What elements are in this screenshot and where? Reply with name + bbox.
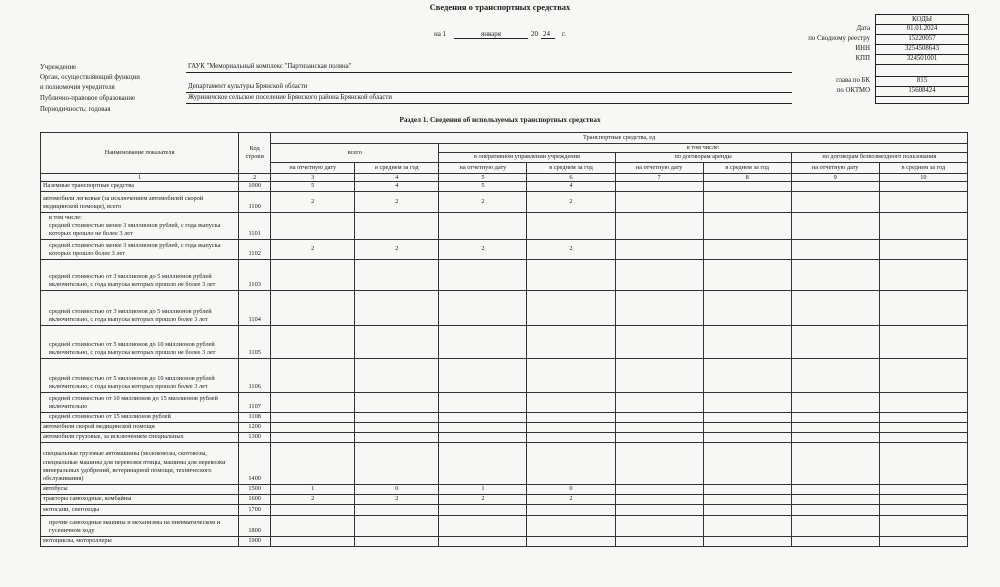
table-row bbox=[41, 212, 968, 239]
row-value bbox=[879, 392, 967, 412]
row-value bbox=[791, 191, 879, 212]
row-value bbox=[271, 412, 355, 422]
code-label-registry: по Сводному реестру bbox=[808, 35, 870, 42]
table-row bbox=[41, 432, 968, 442]
period-month: января bbox=[480, 30, 501, 38]
col-number: 3 bbox=[271, 173, 355, 181]
row-value: 2 bbox=[527, 494, 615, 504]
codes-header-box bbox=[875, 14, 969, 24]
row-value bbox=[271, 432, 355, 442]
row-value: 2 bbox=[439, 191, 527, 212]
header-at-date: на отчетную дату bbox=[271, 162, 355, 173]
row-value bbox=[703, 191, 791, 212]
row-code: 1105 bbox=[239, 325, 271, 358]
period-prefix: на 1 bbox=[434, 30, 447, 38]
row-code: 1104 bbox=[239, 290, 271, 325]
section-title: Раздел 1. Сведения об используемых транспортных средствах bbox=[399, 116, 601, 124]
period-year-prefix: 20 bbox=[531, 30, 538, 38]
row-value: 2 bbox=[271, 239, 355, 259]
row-value bbox=[615, 432, 703, 442]
row-value bbox=[879, 181, 967, 191]
row-value bbox=[703, 290, 791, 325]
header-total: всего bbox=[271, 144, 439, 163]
row-name: автомобили легковые (за исключением автомобилей скорой медицинской помощи), всего bbox=[41, 191, 239, 212]
periodicity-label: Периодичность: годовая bbox=[40, 106, 111, 113]
row-value bbox=[271, 290, 355, 325]
codes-divider bbox=[875, 96, 969, 97]
row-name: тракторы самоходные, комбайны bbox=[41, 494, 239, 504]
row-name: средней стоимостью от 3 миллионов до 5 миллионов рублей включительно, с года выпуска которых прошло более 3 лет bbox=[41, 290, 239, 325]
row-value bbox=[271, 212, 355, 239]
row-value bbox=[615, 484, 703, 494]
row-value bbox=[527, 432, 615, 442]
row-code: 1600 bbox=[239, 494, 271, 504]
col-number: 10 bbox=[879, 173, 967, 181]
codes-divider bbox=[875, 34, 969, 35]
row-value bbox=[879, 515, 967, 536]
row-value: 1 bbox=[439, 484, 527, 494]
row-value bbox=[791, 259, 879, 290]
row-value bbox=[879, 212, 967, 239]
header-at-date: на отчетную дату bbox=[791, 162, 879, 173]
table-row bbox=[41, 290, 968, 325]
row-value: 2 bbox=[271, 494, 355, 504]
row-code: 1800 bbox=[239, 515, 271, 536]
row-name: Наземные транспортные средства bbox=[41, 181, 239, 191]
row-name-text: средней стоимостью менее 3 миллионов рублей, с года выпуска которых прошло не более 3 лет bbox=[49, 222, 221, 238]
header-avg-year: в среднем за год bbox=[703, 162, 791, 173]
code-label-date: Дата bbox=[856, 25, 870, 32]
code-value-bk: 815 bbox=[916, 77, 928, 84]
row-value bbox=[879, 504, 967, 515]
period-year: 24 bbox=[543, 30, 550, 38]
code-value-inn: 3254508643 bbox=[905, 45, 939, 52]
codes-divider bbox=[875, 86, 969, 87]
row-name-prefix: в том числе: bbox=[49, 213, 82, 221]
row-name: автомобили скорой медицинской помощи bbox=[41, 422, 239, 432]
codes-header: КОДЫ bbox=[911, 15, 933, 23]
row-value bbox=[703, 432, 791, 442]
ppo-label: Публично-правовое образование bbox=[40, 95, 135, 102]
row-value bbox=[791, 290, 879, 325]
row-name: средней стоимостью от 5 миллионов до 10 миллионов рублей включительно, с года выпуска которых прошло более 3 лет bbox=[41, 358, 239, 392]
row-value: 0 bbox=[527, 484, 615, 494]
row-value: 5 bbox=[271, 181, 355, 191]
row-value bbox=[879, 191, 967, 212]
row-value bbox=[879, 442, 967, 484]
col-number: 8 bbox=[703, 173, 791, 181]
organ-label-line2: и полномочия учредителя bbox=[40, 84, 115, 91]
row-value bbox=[439, 442, 527, 484]
row-value bbox=[615, 191, 703, 212]
row-value bbox=[439, 325, 527, 358]
row-value bbox=[355, 259, 439, 290]
code-value-date: 01.01.2024 bbox=[906, 25, 938, 32]
row-value bbox=[615, 239, 703, 259]
row-value bbox=[615, 181, 703, 191]
codes-divider bbox=[875, 64, 969, 65]
code-label-bk: глава по БК bbox=[836, 77, 870, 84]
header-avg-year: в среднем за год bbox=[355, 162, 439, 173]
row-value bbox=[703, 422, 791, 432]
row-value: 4 bbox=[355, 181, 439, 191]
header-transport: Транспортные средства, ед bbox=[271, 133, 968, 144]
row-value bbox=[355, 212, 439, 239]
row-value bbox=[439, 259, 527, 290]
row-value bbox=[439, 358, 527, 392]
table-row bbox=[41, 325, 968, 358]
row-value bbox=[879, 290, 967, 325]
row-code: 1900 bbox=[239, 536, 271, 546]
row-value bbox=[879, 494, 967, 504]
row-value bbox=[615, 515, 703, 536]
col-number: 7 bbox=[615, 173, 703, 181]
row-code: 1101 bbox=[239, 212, 271, 239]
code-value-oktmo: 15608424 bbox=[908, 87, 936, 94]
row-value bbox=[703, 212, 791, 239]
table-row bbox=[41, 484, 968, 494]
row-code: 1107 bbox=[239, 392, 271, 412]
row-value bbox=[879, 432, 967, 442]
row-value bbox=[703, 442, 791, 484]
row-value bbox=[879, 484, 967, 494]
row-name: автомобили грузовые, за исключением специальных bbox=[41, 432, 239, 442]
row-value bbox=[791, 412, 879, 422]
table-row bbox=[41, 494, 968, 504]
col-number: 9 bbox=[791, 173, 879, 181]
row-value bbox=[271, 325, 355, 358]
header-operational: в оперативном управлении учреждения bbox=[439, 153, 615, 162]
row-value bbox=[615, 212, 703, 239]
table-row bbox=[41, 504, 968, 515]
row-name: мотосани, снегоходы bbox=[41, 504, 239, 515]
row-name: средней стоимостью от 3 миллионов до 5 миллионов рублей включительно, с года выпуска которых прошло не более 3 лет bbox=[41, 259, 239, 290]
row-code: 1100 bbox=[239, 191, 271, 212]
row-value bbox=[355, 515, 439, 536]
row-value bbox=[791, 212, 879, 239]
row-value bbox=[271, 392, 355, 412]
row-code: 1102 bbox=[239, 239, 271, 259]
organ-label-line1: Орган, осуществляющий функции bbox=[40, 74, 140, 81]
row-value bbox=[439, 212, 527, 239]
row-value bbox=[703, 392, 791, 412]
row-value bbox=[791, 536, 879, 546]
row-value bbox=[271, 515, 355, 536]
row-name bbox=[41, 212, 239, 239]
code-label-inn: ИНН bbox=[855, 45, 870, 52]
row-value bbox=[791, 494, 879, 504]
row-value bbox=[791, 358, 879, 392]
code-label-kpp: КПП bbox=[855, 55, 870, 62]
col-number: 6 bbox=[527, 173, 615, 181]
ppo-underline bbox=[186, 103, 792, 104]
row-value bbox=[271, 504, 355, 515]
header-lease: по договорам аренды bbox=[615, 153, 791, 162]
row-value bbox=[703, 504, 791, 515]
row-value: 2 bbox=[527, 239, 615, 259]
header-including: в том числе: bbox=[439, 144, 968, 153]
row-value bbox=[355, 442, 439, 484]
header-code: Код строки bbox=[239, 133, 271, 174]
transport-table bbox=[40, 132, 968, 547]
row-value bbox=[703, 358, 791, 392]
institution-value: ГАУК "Мемориальный комплекс "Партизанская поляна" bbox=[188, 63, 352, 70]
row-value bbox=[703, 325, 791, 358]
row-value bbox=[527, 412, 615, 422]
table-row bbox=[41, 358, 968, 392]
row-value: 2 bbox=[527, 191, 615, 212]
row-code: 1108 bbox=[239, 412, 271, 422]
row-code: 1106 bbox=[239, 358, 271, 392]
col-number: 5 bbox=[439, 173, 527, 181]
row-name: средней стоимостью от 10 миллионов до 15 миллионов рублей включительно bbox=[41, 392, 239, 412]
row-value bbox=[527, 325, 615, 358]
row-name: средней стоимостью от 15 миллионов рублей bbox=[41, 412, 239, 422]
table-row bbox=[41, 442, 968, 484]
header-at-date: на отчетную дату bbox=[615, 162, 703, 173]
table-row bbox=[41, 536, 968, 546]
row-value bbox=[703, 181, 791, 191]
codes-divider bbox=[875, 54, 969, 55]
row-value bbox=[615, 442, 703, 484]
row-value bbox=[355, 325, 439, 358]
col-number: 1 bbox=[41, 173, 239, 181]
row-value bbox=[527, 536, 615, 546]
row-value bbox=[527, 504, 615, 515]
row-value bbox=[615, 504, 703, 515]
institution-underline bbox=[186, 72, 792, 73]
row-value bbox=[271, 442, 355, 484]
row-value bbox=[791, 392, 879, 412]
row-value bbox=[615, 536, 703, 546]
row-name: автобусы bbox=[41, 484, 239, 494]
row-value bbox=[703, 494, 791, 504]
row-value bbox=[615, 290, 703, 325]
row-value: 5 bbox=[439, 181, 527, 191]
table-row bbox=[41, 191, 968, 212]
row-code: 1200 bbox=[239, 422, 271, 432]
table-row bbox=[41, 412, 968, 422]
row-value bbox=[703, 515, 791, 536]
row-value bbox=[791, 515, 879, 536]
col-number: 4 bbox=[355, 173, 439, 181]
row-value bbox=[703, 536, 791, 546]
row-value bbox=[703, 239, 791, 259]
col-number: 2 bbox=[239, 173, 271, 181]
row-value bbox=[355, 412, 439, 422]
row-code: 1500 bbox=[239, 484, 271, 494]
document-title: Сведения о транспортных средствах bbox=[429, 2, 571, 12]
header-at-date: на отчетную дату bbox=[439, 162, 527, 173]
row-value bbox=[791, 484, 879, 494]
row-value bbox=[879, 259, 967, 290]
row-value bbox=[271, 536, 355, 546]
row-name: прочие самоходные машины и механизмы на пневматическом и гусеничном ходу bbox=[41, 515, 239, 536]
row-value bbox=[879, 239, 967, 259]
table-body bbox=[41, 181, 968, 546]
row-value bbox=[355, 432, 439, 442]
row-value bbox=[615, 259, 703, 290]
header-avg-year: в среднем за год bbox=[879, 162, 967, 173]
row-value bbox=[355, 392, 439, 412]
organ-underline bbox=[186, 92, 792, 93]
row-value bbox=[527, 392, 615, 412]
row-value bbox=[439, 290, 527, 325]
row-code: 1000 bbox=[239, 181, 271, 191]
row-value bbox=[879, 422, 967, 432]
row-value bbox=[791, 325, 879, 358]
row-value: 4 bbox=[527, 181, 615, 191]
row-code: 1300 bbox=[239, 432, 271, 442]
row-value bbox=[355, 504, 439, 515]
row-value: 2 bbox=[355, 494, 439, 504]
row-name: средней стоимостью от 5 миллионов до 10 миллионов рублей включительно, с года выпуска которых прошло не более 3 лет bbox=[41, 325, 239, 358]
row-value bbox=[271, 358, 355, 392]
row-value bbox=[439, 392, 527, 412]
row-name: средней стоимостью менее 3 миллионов рублей, с года выпуска которых прошло более 3 лет bbox=[41, 239, 239, 259]
row-value: 2 bbox=[355, 239, 439, 259]
table-row bbox=[41, 392, 968, 412]
row-value bbox=[527, 422, 615, 432]
row-value bbox=[703, 412, 791, 422]
row-value bbox=[439, 536, 527, 546]
row-value bbox=[791, 442, 879, 484]
row-value: 2 bbox=[271, 191, 355, 212]
row-value bbox=[271, 422, 355, 432]
header-free-use: по договорам безвозмездного пользования bbox=[791, 153, 967, 162]
table-row bbox=[41, 259, 968, 290]
table-row bbox=[41, 515, 968, 536]
row-value bbox=[703, 259, 791, 290]
row-value bbox=[439, 422, 527, 432]
row-value bbox=[271, 259, 355, 290]
table-row bbox=[41, 239, 968, 259]
row-value: 1 bbox=[271, 484, 355, 494]
row-value: 2 bbox=[355, 191, 439, 212]
row-value bbox=[355, 536, 439, 546]
row-value: 0 bbox=[355, 484, 439, 494]
row-value: 2 bbox=[439, 494, 527, 504]
period-year-underline bbox=[541, 38, 555, 39]
row-code: 1103 bbox=[239, 259, 271, 290]
period-month-underline bbox=[454, 38, 528, 39]
codes-divider bbox=[875, 76, 969, 77]
row-value bbox=[527, 290, 615, 325]
row-value bbox=[615, 494, 703, 504]
codes-divider bbox=[875, 44, 969, 45]
column-numbers-row bbox=[41, 173, 968, 181]
row-name: специальные грузовые автомашины (молоковозы, скотовозы, специальные машины для перевозки птицы, машины для перевозки минеральных удобрений, ветеринарной помощи, технического обслуживания) bbox=[41, 442, 239, 484]
row-name: мотоциклы, мотороллеры bbox=[41, 536, 239, 546]
row-value bbox=[791, 432, 879, 442]
table-row bbox=[41, 181, 968, 191]
row-value bbox=[439, 504, 527, 515]
row-value bbox=[527, 212, 615, 239]
row-value bbox=[615, 325, 703, 358]
header-name: Наименование показателя bbox=[41, 133, 239, 174]
row-value bbox=[527, 442, 615, 484]
row-value bbox=[355, 358, 439, 392]
period-suffix: г. bbox=[562, 30, 566, 38]
row-value bbox=[791, 504, 879, 515]
header-avg-year: в среднем за год bbox=[527, 162, 615, 173]
organ-value: Департамент культуры Брянской области bbox=[188, 83, 308, 90]
row-value bbox=[879, 412, 967, 422]
row-value bbox=[615, 412, 703, 422]
row-value bbox=[615, 422, 703, 432]
row-value bbox=[615, 358, 703, 392]
code-label-oktmo: по ОКТМО bbox=[836, 87, 870, 94]
row-code: 1700 bbox=[239, 504, 271, 515]
row-value bbox=[527, 358, 615, 392]
row-value: 2 bbox=[439, 239, 527, 259]
row-value bbox=[791, 239, 879, 259]
row-value bbox=[791, 181, 879, 191]
ppo-value: Журиничское сельское поселение Брянского района Брянской области bbox=[188, 94, 393, 101]
row-value bbox=[355, 290, 439, 325]
row-value bbox=[703, 484, 791, 494]
row-value bbox=[879, 358, 967, 392]
row-value bbox=[615, 392, 703, 412]
row-value bbox=[879, 536, 967, 546]
row-value bbox=[439, 432, 527, 442]
row-value bbox=[791, 422, 879, 432]
code-value-kpp: 324501001 bbox=[906, 55, 938, 62]
table-row bbox=[41, 422, 968, 432]
row-value bbox=[527, 259, 615, 290]
row-value bbox=[879, 325, 967, 358]
row-value bbox=[527, 515, 615, 536]
row-value bbox=[439, 515, 527, 536]
row-value bbox=[355, 422, 439, 432]
row-code: 1400 bbox=[239, 442, 271, 484]
row-value bbox=[439, 412, 527, 422]
code-value-registry: 15220057 bbox=[908, 35, 936, 42]
institution-label: Учреждение bbox=[40, 64, 77, 71]
